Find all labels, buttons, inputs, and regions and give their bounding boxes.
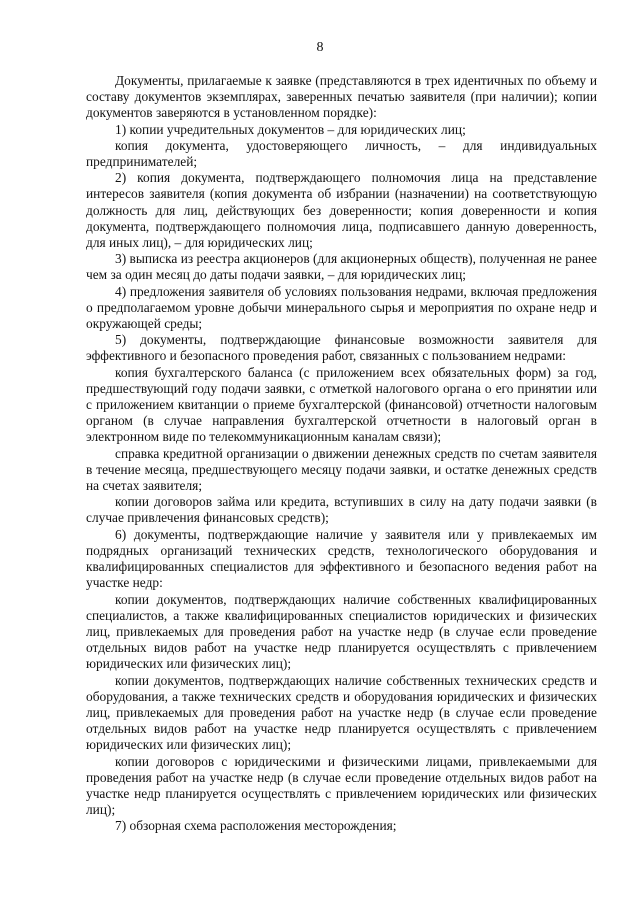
document-body — [86, 73, 597, 835]
paragraph-item-1-ip: копия документа, удостоверяющего личность, – для индивидуальных предпринимателей; — [86, 137, 597, 170]
paragraph-loan-agreements: копии договоров займа или кредита, вступивших в силу на дату подачи заявки (в случае привлечения финансовых средств); — [86, 494, 597, 526]
paragraph-item-5: 5) документы, подтверждающие финансовые возможности заявителя для эффективного и безопасного проведения работ, связанных с пользованием недрами: — [86, 332, 597, 364]
paragraph-intro: Документы, прилагаемые к заявке (представляются в трех идентичных по объему и составу документов экземплярах, заверенных печатью заявителя (при наличии); копии документов заверяются в установленном порядке): — [86, 73, 597, 121]
paragraph-bank-statement: справка кредитной организации о движении денежных средств по счетам заявителя в течение месяца, предшествующего месяцу подачи заявки, и остатке денежных средств на счетах заявителя; — [86, 445, 597, 494]
paragraph-balance-sheet: копия бухгалтерского баланса (с приложением всех обязательных форм) за год, предшествующий году подачи заявки, с отметкой налогового органа о его принятии или с приложением квитанции о приеме бухгалтерской (финансовой) отчетности налоговым органом (в случае направления бухгалтерской отчетности в налоговый орган в электронном виде по телекоммуникационным каналам связи); — [86, 364, 597, 445]
page-number: 8 — [316, 40, 324, 55]
paragraph-equipment: копии документов, подтверждающих наличие собственных технических средств и оборудования, а также технических средств и оборудования юридических и физических лиц, привлекаемых для проведения работ на участке недр (в случае если проведение отдельных видов работ на участке недр планируется осуществлять с привлечением юридических или физических лиц); — [86, 672, 597, 753]
paragraph-item-4: 4) предложения заявителя об условиях пользования недрами, включая предложения о предполагаемом уровне добычи минерального сырья и мероприятия по охране недр и окружающей среды; — [86, 283, 597, 332]
paragraph-item-6: 6) документы, подтверждающие наличие у заявителя или у привлекаемых им подрядных организаций технических средств, технологического оборудования и квалифицированных специалистов для эффективного и безопасного ведения работ на участке недр: — [86, 526, 597, 591]
paragraph-contractor-agreements: копии договоров с юридическими и физическими лицами, привлекаемыми для проведения работ на участке недр (в случае если проведение отдельных видов работ на участке недр планируется осуществлять с привлечением юридических или физических лиц); — [86, 753, 597, 818]
paragraph-item-1: 1) копии учредительных документов – для юридических лиц; — [115, 121, 466, 137]
paragraph-item-7: 7) обзорная схема расположения месторождения; — [115, 818, 397, 834]
paragraph-item-2: 2) копия документа, подтверждающего полномочия лица на представление интересов заявителя (копия документа об избрании (назначении) на соответствующую должность для лиц, действующих без доверенности; копия доверенности и копия документа, подтверждающего полномочия лица, подписавшего данную доверенность, для иных лиц), – для юридических лиц; — [86, 170, 597, 251]
paragraph-item-3: 3) выписка из реестра акционеров (для акционерных обществ), полученная не ранее чем за один месяц до даты подачи заявки, – для юридических лиц; — [86, 251, 597, 283]
paragraph-specialists: копии документов, подтверждающих наличие собственных квалифицированных специалистов, а также квалифицированных специалистов юридических и физических лиц, привлекаемых для проведения работ на участке недр (в случае если проведение отдельных видов работ на участке недр планируется осуществлять с привлечением юридических или физических лиц); — [86, 591, 597, 672]
